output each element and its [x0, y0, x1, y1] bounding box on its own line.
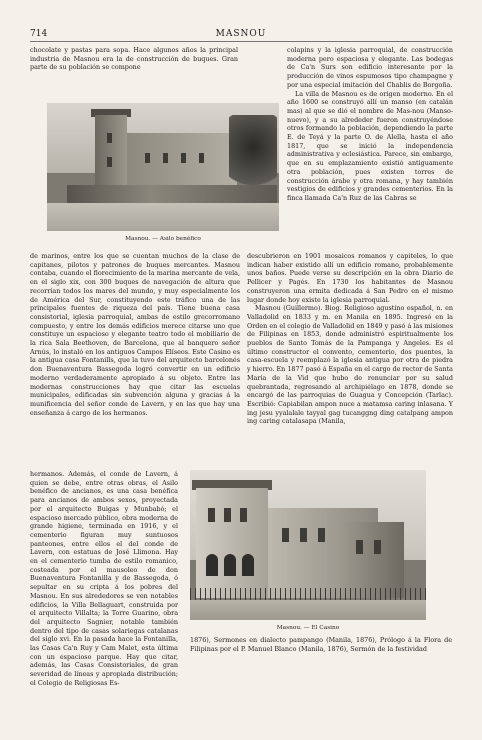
right-column-middle [247, 252, 453, 468]
paragraph: Masnou (Guillermo). Biog. Religioso agustino español, n. en Valladolid en 1833 y m. en Manila en 1895. Ingresó en la Orden en el colegio de Valladolid en 1849 y pasó á las misiones de Filipinas en 1853, donde administró espiritualmente los pueblos de Santo Tomás de la Pampanga y Angeles. Es el último constructor el convento, cementerio, dos puentes, la casa-escuela y reemplazó la iglesia antigua por otra de piedra y hierro. En 1877 pasó á España en el cargo de rector de Santa María de la Vid que hubo de renunciar por su salud quebrantada, regresando al archipiélago en 1878, donde se encargó de las parroquias de Guagua y Concepción (Tarlac). Escribió: Capiabilan ampon nuce a matamsa caring inlasana. Y ing jesu yyalalale tayyal gag tucanggng ding catalpang ampon ing caring catalasapa (Manila, [247, 304, 453, 426]
left-column-middle [30, 252, 240, 468]
left-column-top [30, 46, 238, 102]
paragraph: La villa de Masnou es de origen moderno. En el año 1600 se construyó allí un manso (en catalán mas) al que se dió el nombre de Mas-nou (Manso-nuevo), y a su alrededer fueron construyéndose otros formando la población, dependiendo la parte E. de Teyá y la parte O. de Alella, hasta el año 1817, que se inició la independencia administrativa y eclesiástica. Parece, sin embargo, que en su emplazamiento existió antiguamente otra población, pues existen torres de construcción árabe y otra romana, y hay también vestigios de edificios y grandes cementerios. En la finca llamada Ca'n Ruz de las Cabras se [287, 89, 453, 202]
figure-caption: Masnou. — Asilo benéfico [125, 236, 201, 242]
photo-asilo-benefico [47, 103, 279, 231]
header-rule [30, 41, 452, 42]
paragraph: descubrieron en 1901 mosaicos romanos y capiteles, lo que indican haber existido allí un edificio romano, probablemente unos baños. Puede verse su descripción en la obra Diario de Pellicer y Pagés. En 1730 los habitantes de Masnou construyeron una ermita dedicada á San Pedro en el mismo lugar donde hoy existe la iglesia parroquial. [247, 252, 453, 304]
paragraph: hermanos. Además, el conde de Lavern, á quien se debe, entre otras obras, el Asilo benéfico de ancianos, es una casa benéfica para ancianos de ambos sexos, proyectada por el arquitecto Buigas y Munbabó; el espacioso mercado público, obra moderna de grande higiene, terminada en 1916, y el cementerio figuran muy suntuosos panteones, entre ellos el del conde de Lavern, con estatuas de José Llimona. Hay en el cementerio tumba de estilo romanico, costeada por el mausoleo de don Buenaventura Fontanilla y de Bassegoda, ó sepultar en su cripta á los pobres del Masnou. En sus alrededores se ven notables edificios, la Villa Bellaguart, construida por el arquitecto Villalta; la Torre Guarino, obra del arquitecto Sagnier, notable también dentro del tipo de casas solariegas catalanas del siglo xvi. En la pasada hace la Fontanilla, las Casas Ca'n Ruy y Cam Malet, esta última con un espacioso parque. Hay que citar, además, las Casas Consistoriales, de gran severidad de líneas y apropiada distribución; el Colegio de Religiosas Es- [30, 470, 178, 687]
figure-asilo [47, 103, 279, 243]
figure-caption: Masnou. — El Casino [276, 625, 340, 631]
photo-el-casino [190, 470, 426, 620]
page-number: 714 [30, 29, 48, 39]
paragraph: colapins y la iglesia parroquial, de construcción moderna pero espaciosa y elegante. Las bodegas de Ca'n Surs son edificio interesante por la producción de vinos espumosos tipo champagne y por una especial imitación del Chablis de Borgoña. [287, 46, 453, 89]
paragraph: chocolate y pastas para sopa. Hace algunos años la principal industria de Masnou era la de construcción de buques. Gran parte de su población se compone [30, 46, 238, 72]
page-title: MASNOU [215, 29, 267, 39]
page-header [30, 27, 452, 41]
left-column-bottom [30, 470, 178, 692]
figure-casino [190, 470, 426, 632]
paragraph: 1876), Sermones en dialecto pampango (Manila, 1876), Prólogo á la Flora de Filipinas por el P. Manuel Blanco (Manila, 1876), Sermón de la festividad [190, 636, 452, 653]
right-column-bottom [190, 636, 452, 692]
paragraph: de marinos, entre los que se cuentan muchos de la clase de capitanes, pilotos y patrones de buques mercantes. Masnou contaba, cuando el florecimiento de la marina mercante de vela, en el siglo xix, con 300 buques de navegación de altura que recorrían todos los mares del mundo, y muy especialmente los de América del Sur, constituyendo este tráfico una de las principales fuentes de riqueza del país. Tiene buena casa consistorial, iglesia parroquial, ambas de estilo grecorromano compuesto, y entre los demás edificios merece citarse uno que constituye un espacioso y elegante teatro todo el mobiliario de la rica Sala Beethoven, de Barcelona, que al banquero señor Arnús, lo instaló en los antiguos Campos Elíseos. Este Casino es la antigua casa Fontanills, que la tuvo del arquitecto barcelonés don Buenaventura Bassegoda logró convertir en un edificio moderno verdaderamente apropiado á su objeto. Entre las modernas construcciones hay que citar las escuelas municipales, edificadas sin subvención alguna y gracias á la munificencia del señor conde de Lavern, y en las que hay una enseñanza á cargo de los hermanos. [30, 252, 240, 417]
right-column-top [287, 46, 453, 252]
